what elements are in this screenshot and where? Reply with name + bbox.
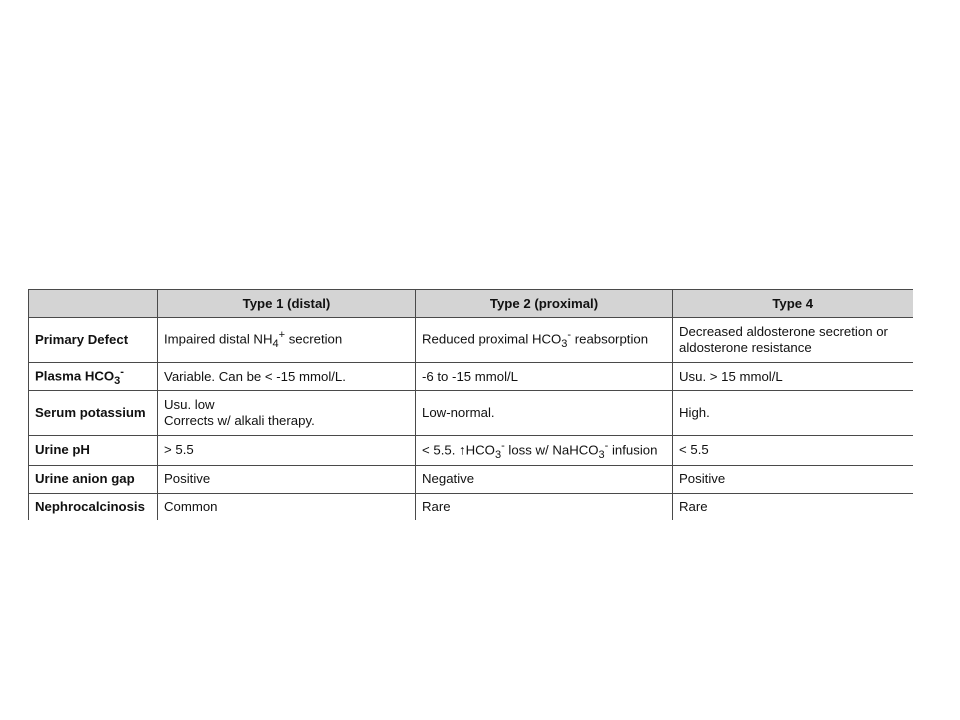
cell-text: < 5.5. ↑HCO [422, 442, 495, 458]
cell-text-line: Usu. low [164, 397, 215, 413]
cell-serum-potassium-type2: Low-normal. [416, 391, 673, 436]
cell-plasma-hco3-type2: -6 to -15 mmol/L [416, 362, 673, 390]
table-row [29, 391, 913, 436]
cell-serum-potassium-type1 [158, 391, 416, 436]
cell-plasma-hco3-type1: Variable. Can be < -15 mmol/L. [158, 362, 416, 390]
superscript: - [501, 439, 505, 452]
row-label-nephrocalcinosis: Nephrocalcinosis [29, 494, 158, 521]
rta-comparison-table [28, 289, 913, 520]
header-type1: Type 1 (distal) [158, 290, 416, 318]
cell-nephrocalcinosis-type4: Rare [673, 494, 913, 521]
row-label-plasma-hco3 [29, 362, 158, 390]
cell-text: Impaired distal NH [164, 331, 273, 347]
subscript: 3 [114, 375, 121, 388]
cell-text: secretion [285, 331, 343, 347]
table-row [29, 318, 913, 363]
header-type2: Type 2 (proximal) [416, 290, 673, 318]
row-label-urine-anion-gap: Urine anion gap [29, 465, 158, 493]
cell-urine-ph-type1: > 5.5 [158, 436, 416, 466]
cell-plasma-hco3-type4: Usu. > 15 mmol/L [673, 362, 913, 390]
subscript: 3 [494, 448, 502, 461]
cell-text: Reduced proximal HCO [422, 331, 562, 347]
subscript: 4 [272, 338, 279, 351]
table-row [29, 494, 913, 521]
cell-primary-defect-type1 [158, 318, 416, 363]
table-row [29, 362, 913, 390]
cell-urine-anion-gap-type4: Positive [673, 465, 913, 493]
subscript: 3 [561, 338, 568, 351]
header-type4: Type 4 [673, 290, 913, 318]
cell-text: infusion [608, 442, 658, 458]
cell-nephrocalcinosis-type2: Rare [416, 494, 673, 521]
subscript: 3 [598, 448, 605, 461]
superscript: - [604, 439, 609, 452]
cell-urine-anion-gap-type2: Negative [416, 465, 673, 493]
table-header-row [29, 290, 913, 318]
superscript: + [278, 329, 286, 342]
cell-serum-potassium-type4: High. [673, 391, 913, 436]
cell-text-line: aldosterone resistance [679, 339, 812, 355]
cell-text: reabsorption [571, 331, 649, 347]
table-row [29, 436, 913, 466]
row-label-serum-potassium: Serum potassium [29, 391, 158, 436]
header-corner-cell [29, 290, 158, 318]
cell-text: loss w/ NaHCO [504, 442, 599, 458]
cell-nephrocalcinosis-type1: Common [158, 494, 416, 521]
cell-primary-defect-type4 [673, 318, 913, 363]
row-label-primary-defect: Primary Defect [29, 318, 158, 363]
cell-text-line: Corrects w/ alkali therapy. [164, 413, 315, 429]
table-row [29, 465, 913, 493]
cell-urine-anion-gap-type1: Positive [158, 465, 416, 493]
cell-primary-defect-type2 [416, 318, 673, 363]
cell-text: Plasma HCO [35, 368, 115, 384]
cell-urine-ph-type4: < 5.5 [673, 436, 913, 466]
cell-text-line: Decreased aldosterone secretion or [679, 323, 888, 339]
row-label-urine-ph: Urine pH [29, 436, 158, 466]
superscript: - [567, 329, 572, 342]
cell-urine-ph-type2 [416, 436, 673, 466]
superscript: - [120, 365, 124, 378]
